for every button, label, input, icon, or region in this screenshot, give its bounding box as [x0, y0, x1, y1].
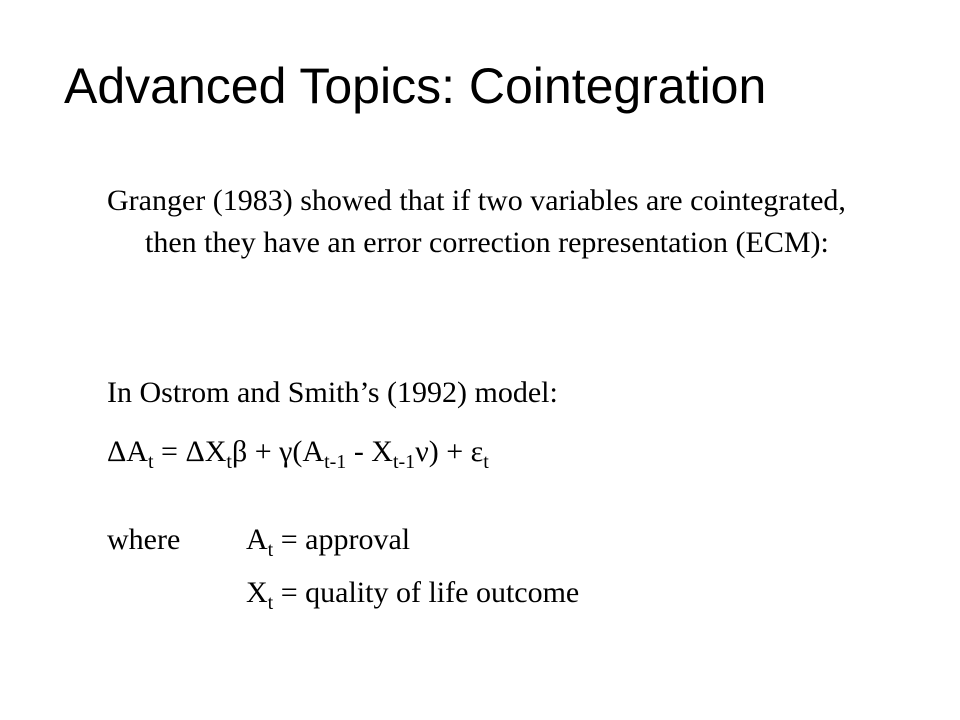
def-text: = quality of life outcome	[273, 576, 580, 609]
eq-nu-eps: ν) + ε	[415, 435, 484, 468]
eq-delta-a: ΔA	[107, 435, 148, 468]
definition-quality-of-life	[246, 573, 579, 613]
eq-beta-gamma: β + γ(A	[231, 435, 325, 468]
eq-delta-x: = ΔX	[153, 435, 227, 468]
eq-sub-t: t	[226, 451, 232, 473]
model-intro: In Ostrom and Smith’s (1992) model:	[107, 376, 558, 409]
definition-approval	[246, 520, 410, 560]
eq-minus-x: - X	[346, 435, 393, 468]
def-var: A	[246, 523, 268, 556]
eq-sub-t-minus-1: t-1	[324, 451, 347, 473]
granger-paragraph: Granger (1983) showed that if two variables are cointegrated, then they have an error correction representation (ECM):	[107, 184, 846, 259]
eq-sub-t-minus-1: t-1	[392, 451, 416, 473]
eq-sub-t: t	[147, 451, 154, 473]
ecm-equation	[107, 432, 489, 472]
def-sub: t	[267, 539, 274, 561]
eq-sub-t: t	[483, 451, 489, 473]
def-var: X	[246, 576, 268, 609]
def-sub: t	[267, 592, 274, 614]
slide-title: Advanced Topics: Cointegration	[64, 58, 767, 114]
where-label: where	[107, 523, 181, 556]
def-text: = approval	[273, 523, 411, 556]
